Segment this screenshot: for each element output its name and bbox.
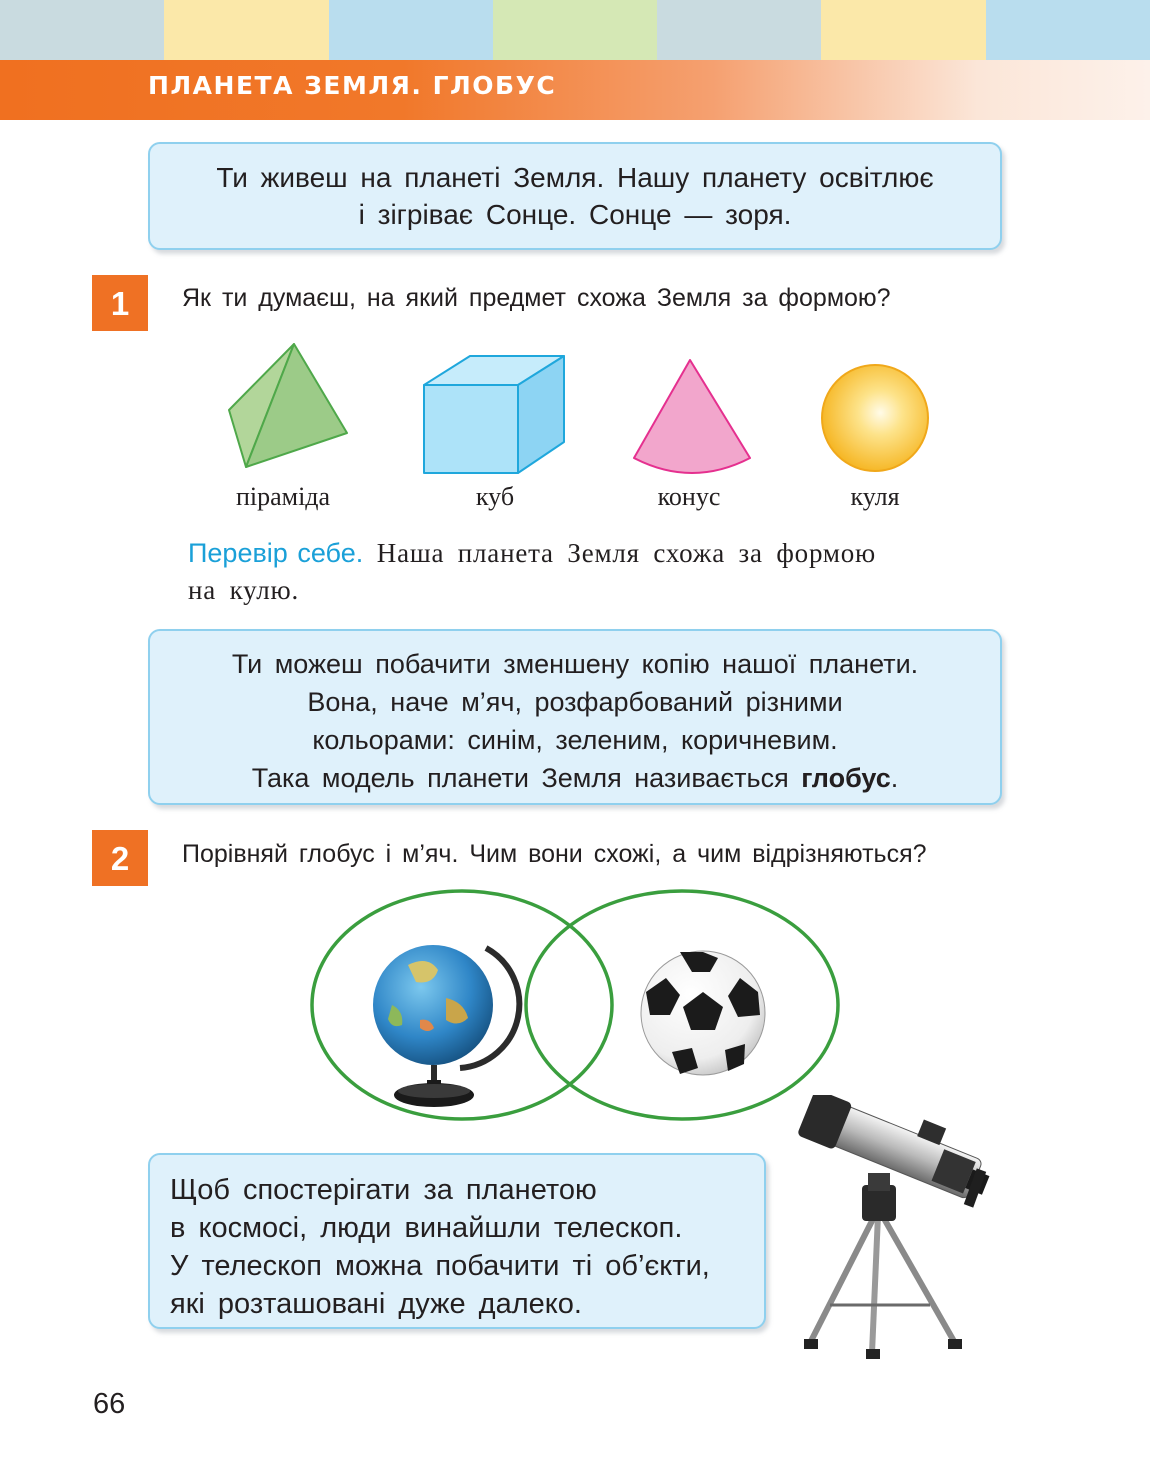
shape-label: куля [850, 482, 900, 511]
shape-label: піраміда [235, 482, 331, 511]
color-stripe [0, 0, 164, 60]
check-yourself [188, 535, 1008, 609]
top-color-stripes [0, 0, 1150, 60]
color-stripe [821, 0, 985, 60]
shapes-row [0, 340, 1150, 480]
venn-diagram [300, 880, 860, 1130]
telescope-icon [790, 1095, 1010, 1365]
globe-info-text: Така модель планети Земля називається [251, 763, 802, 793]
telescope-info-line: Щоб спостерігати за планетою [170, 1174, 597, 1206]
task-question: Порівняй глобус і м’яч. Чим вони схожі, а чим відрізняються? [182, 840, 927, 868]
check-label: Перевір себе. [188, 538, 364, 568]
color-stripe [329, 0, 493, 60]
cube-icon [424, 356, 564, 473]
task-question: Як ти думаєш, на який предмет схожа Земля за формою? [182, 284, 891, 312]
intro-line: і зігріває Сонце. Сонце — зоря. [358, 199, 792, 230]
intro-box [148, 142, 1002, 250]
color-stripe [164, 0, 328, 60]
pyramid-icon [229, 344, 347, 467]
check-answer: Наша планета Земля схожа за формою [376, 538, 876, 568]
shape-label: конус [657, 482, 721, 511]
task-number-badge: 2 [92, 830, 148, 886]
page-number: 66 [93, 1388, 126, 1420]
task-number-badge: 1 [92, 275, 148, 331]
cone-icon [634, 360, 750, 473]
check-answer-line2: на кулю. [188, 575, 300, 605]
section-title: ПЛАНЕТА ЗЕМЛЯ. ГЛОБУС [148, 71, 557, 100]
sphere-icon [822, 365, 928, 471]
shape-label: куб [475, 482, 515, 511]
term-globus: глобус [801, 763, 891, 793]
globe-info-line: Вона, наче м’яч, розфарбований різними [307, 687, 843, 717]
intro-line: Ти живеш на планеті Земля. Нашу планету освітлює [216, 162, 934, 193]
telescope-info-box [148, 1153, 766, 1329]
color-stripe [493, 0, 657, 60]
globe-icon [373, 945, 519, 1107]
soccer-ball-icon [641, 951, 765, 1075]
telescope-info-line: які розташовані дуже далеко. [170, 1288, 582, 1320]
color-stripe [986, 0, 1150, 60]
globe-info-line-last [150, 759, 1000, 797]
telescope-info-line: У телескоп можна побачити ті об’єкти, [170, 1250, 710, 1282]
globe-info-box [148, 629, 1002, 805]
globe-info-line: Ти можеш побачити зменшену копію нашої планети. [231, 649, 919, 679]
color-stripe [657, 0, 821, 60]
globe-info-punct: . [890, 763, 899, 793]
telescope-info-line: в космосі, люди винайшли телескоп. [170, 1212, 683, 1244]
globe-info-line: кольорами: синім, зеленим, коричневим. [312, 725, 838, 755]
section-header [0, 60, 1150, 120]
